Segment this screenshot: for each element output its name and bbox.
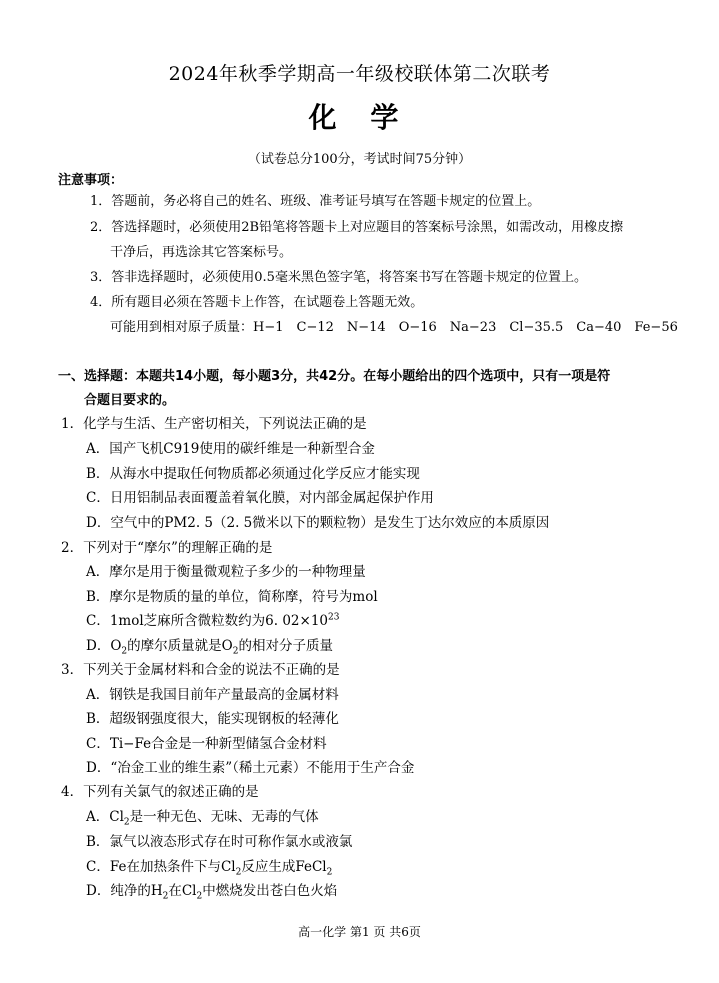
option-text: 的相对分子质量 xyxy=(238,638,333,654)
option-text: A．Cl xyxy=(86,809,124,825)
option-a xyxy=(86,807,319,827)
option-b: B．从海水中提取任何物质都必须通过化学反应才能实现 xyxy=(86,466,420,482)
option-c xyxy=(86,611,339,631)
page-footer: 高一化学 第1 页 共6页 xyxy=(298,925,421,939)
subscript: 2 xyxy=(121,646,128,657)
option-text: 的摩尔质量就是O xyxy=(127,638,233,654)
question-stem: 2．下列对于“摩尔”的理解正确的是 xyxy=(61,540,273,556)
option-b: B．超级钢强度很大，能实现钢板的轻薄化 xyxy=(86,711,339,727)
option-text: 在Cl xyxy=(168,883,197,899)
note-item: 3．答非选择题时，必须使用0.5毫米黑色签字笔，将答案书写在答题卡规定的位置上。 xyxy=(90,270,587,285)
atomic-mass-line: 可能用到相对原子质量：H−1 C−12 N−14 O−16 Na−23 Cl−35.5 Ca−40 Fe−56 xyxy=(110,320,678,335)
exam-title: 2024年秋季学期高一年级校联体第二次联考 xyxy=(168,63,551,85)
option-c: C．日用铝制品表面覆盖着氧化膜，对内部金属起保护作用 xyxy=(86,490,434,506)
notes-heading: 注意事项： xyxy=(58,173,124,188)
option-text: 是一种无色、无味、无毒的气体 xyxy=(129,809,319,825)
section-heading-continuation: 合题目要求的。 xyxy=(84,393,176,408)
note-item: 1．答题前，务必将自己的姓名、班级、准考证号填写在答题卡规定的位置上。 xyxy=(90,194,541,209)
option-text: 中燃烧发出苍白色火焰 xyxy=(202,883,338,899)
superscript: 23 xyxy=(328,612,340,623)
option-d: D．“冶金工业的维生素”（稀土元素）不能用于生产合金 xyxy=(86,760,415,776)
subscript: 2 xyxy=(232,646,239,657)
option-c xyxy=(86,857,332,877)
subscript: 2 xyxy=(196,891,203,902)
option-d xyxy=(86,881,337,901)
option-c: C．Ti−Fe合金是一种新型储氢合金材料 xyxy=(86,736,327,752)
option-text: C．1mol芝麻所含微粒数约为6. 02×10 xyxy=(86,613,329,629)
subscript: 2 xyxy=(235,867,242,878)
option-d: D．空气中的PM2. 5（2. 5微米以下的颗粒物）是发生丁达尔效应的本质原因 xyxy=(86,515,550,531)
subscript: 2 xyxy=(123,817,130,828)
subject-title: 化 学 xyxy=(308,101,411,134)
question-stem: 4．下列有关氯气的叙述正确的是 xyxy=(61,784,259,800)
option-text: C．Fe在加热条件下与Cl xyxy=(86,859,236,875)
subscript: 2 xyxy=(326,867,333,878)
subscript: 2 xyxy=(162,891,169,902)
question-stem: 1．化学与生活、生产密切相关，下列说法正确的是 xyxy=(61,416,367,432)
note-item-continuation: 干净后，再选涂其它答案标号。 xyxy=(110,245,293,260)
section-heading: 一、选择题：本题共14小题，每小题3分，共42分。在每小题给出的四个选项中，只有一项是符 xyxy=(58,369,611,384)
exam-info: （试卷总分100分，考试时间75分钟） xyxy=(247,152,472,167)
option-b: B．氯气以液态形式存在时可称作氯水或液氯 xyxy=(86,834,353,850)
option-a: A．钢铁是我国目前年产量最高的金属材料 xyxy=(86,687,339,703)
option-a: A．摩尔是用于衡量微观粒子多少的一种物理量 xyxy=(86,564,366,580)
option-a: A．国产飞机C919使用的碳纤维是一种新型合金 xyxy=(86,441,375,457)
note-item: 4．所有题目必须在答题卡上作答，在试题卷上答题无效。 xyxy=(90,295,424,310)
option-text: D．O xyxy=(86,638,122,654)
note-item: 2．答选择题时，必须使用2B铅笔将答题卡上对应题目的答案标号涂黑，如需改动，用橡皮擦 xyxy=(90,220,624,235)
question-stem: 3．下列关于金属材料和合金的说法不正确的是 xyxy=(61,662,340,678)
option-b: B．摩尔是物质的量的单位，简称摩，符号为mol xyxy=(86,589,378,605)
option-text: 反应生成FeCl xyxy=(241,859,327,875)
option-text: D．纯净的H xyxy=(86,883,163,899)
option-d xyxy=(86,636,333,656)
